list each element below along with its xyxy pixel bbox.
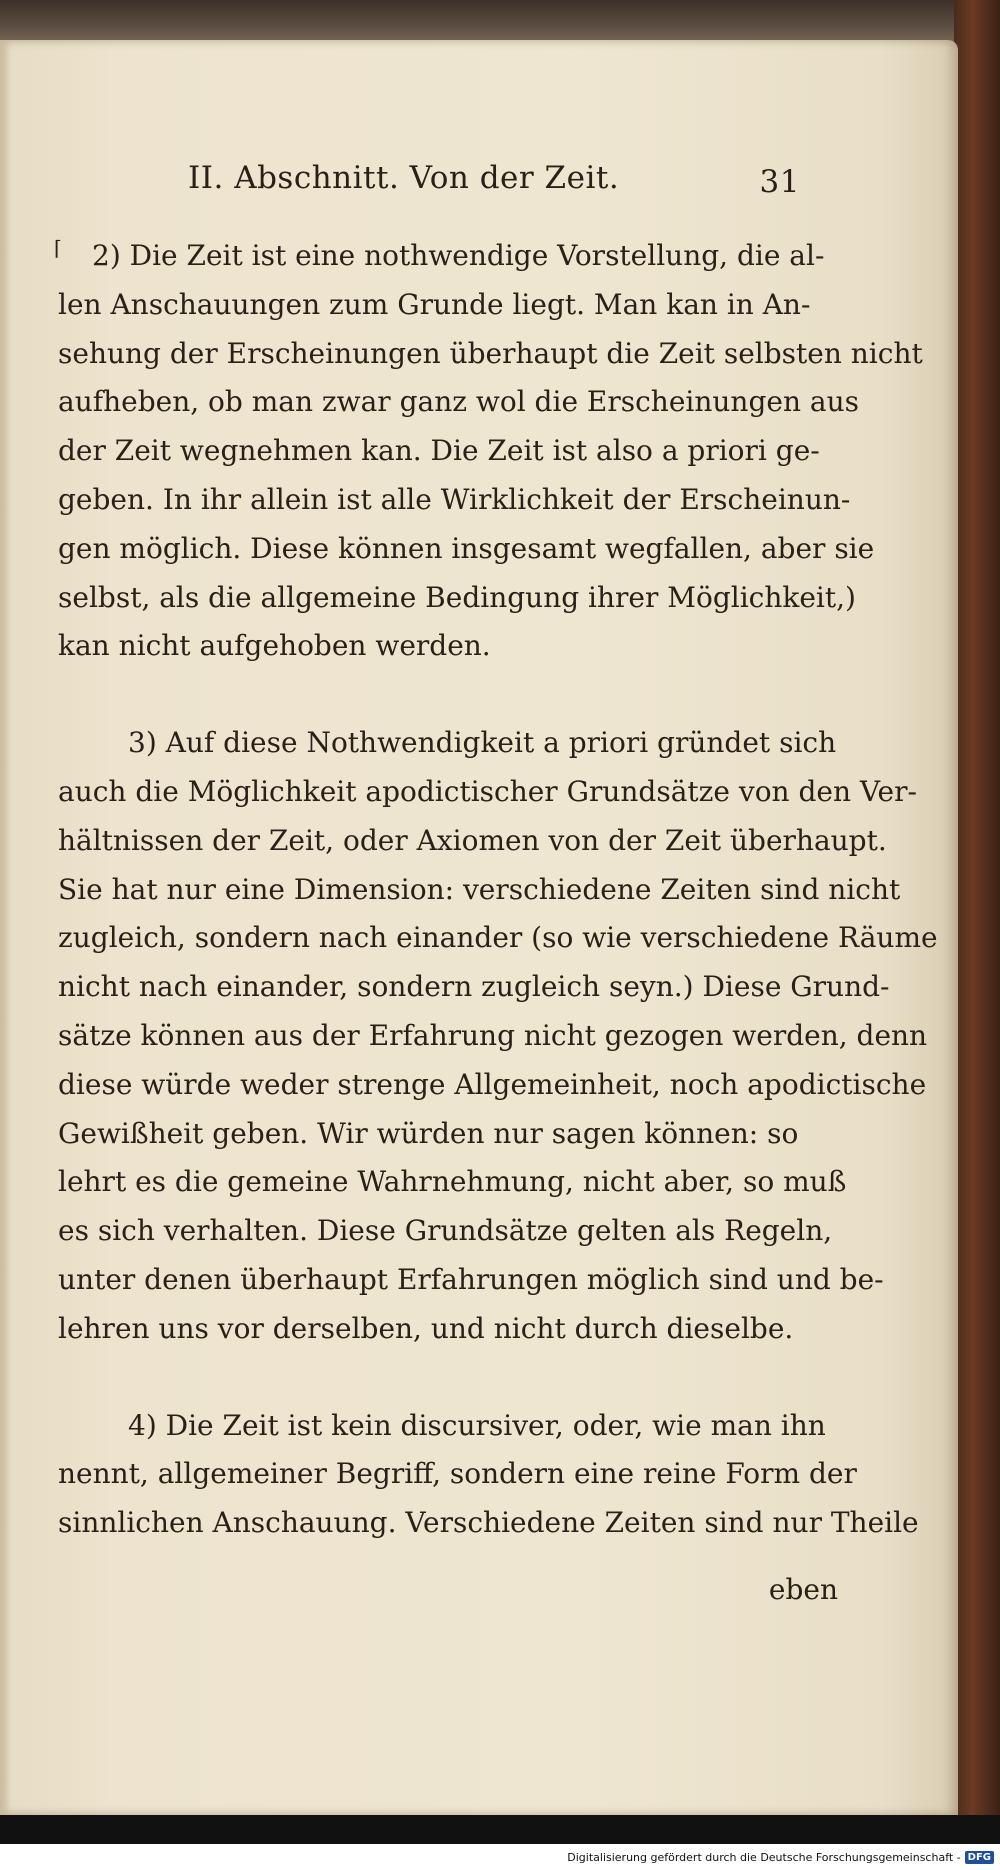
text-line: 4) Die Zeit ist kein discursiver, oder, wie man ihn [128, 1408, 826, 1442]
text-line: sinnlichen Anschauung. Verschiedene Zeiten sind nur Theile [58, 1506, 919, 1540]
running-title: II. Abschnitt. Von der Zeit. [188, 160, 620, 196]
body-text [58, 232, 938, 1548]
book-spine-edge [954, 0, 1000, 1870]
text-line: auch die Möglichkeit apodictischer Grundsätze von den Ver- [58, 774, 917, 808]
text-line: kan nicht aufgehoben werden. [58, 629, 491, 663]
page-header [188, 160, 800, 208]
paragraph-3 [58, 719, 938, 1353]
margin-mark: ⌈ [54, 236, 62, 260]
page-number: 31 [759, 164, 800, 200]
paragraph-gap [58, 1354, 798, 1402]
text-line: len Anschauungen zum Grunde liegt. Man kan in An- [58, 287, 811, 321]
text-line: diese würde weder strenge Allgemeinheit, noch apodictische [58, 1067, 927, 1101]
text-line: es sich verhalten. Diese Grundsätze gelten als Regeln, [58, 1214, 833, 1248]
footer-credit: Digitalisierung gefördert durch die Deutsche Forschungsgemeinschaft - [567, 1850, 961, 1864]
text-line: hältnissen der Zeit, oder Axiomen von der Zeit überhaupt. [58, 823, 887, 857]
text-line: aufheben, ob man zwar ganz wol die Erscheinungen aus [58, 385, 859, 419]
text-line: Gewißheit geben. Wir würden nur sagen können: so [58, 1116, 799, 1150]
text-line: gen möglich. Diese können insgesamt wegfallen, aber sie [58, 531, 875, 565]
text-line: nicht nach einander, sondern zugleich seyn.) Diese Grund- [58, 970, 890, 1004]
text-line: 3) Auf diese Nothwendigkeit a priori gründet sich [128, 726, 837, 760]
text-line: Sie hat nur eine Dimension: verschiedene Zeiten sind nicht [58, 872, 901, 906]
text-line: lehren uns vor derselben, und nicht durch dieselbe. [58, 1311, 794, 1345]
text-line: unter denen überhaupt Erfahrungen möglich sind und be- [58, 1262, 884, 1296]
text-line: der Zeit wegnehmen kan. Die Zeit ist also a priori ge- [58, 434, 820, 468]
page-gutter-shadow [0, 40, 10, 1815]
paragraph-4 [58, 1402, 919, 1548]
text-line: geben. In ihr allein ist alle Wirklichkeit der Erscheinun- [58, 482, 851, 516]
text-line: 2) Die Zeit ist eine nothwendige Vorstellung, die al- [92, 239, 825, 272]
text-line: sehung der Erscheinungen überhaupt die Zeit selbsten nicht [58, 336, 923, 370]
digitization-footer [0, 1844, 1000, 1870]
text-line: zugleich, sondern nach einander (so wie verschiedene Räume [58, 921, 938, 955]
dfg-logo: DFG [965, 1851, 994, 1864]
text-line: nennt, allgemeiner Begriff, sondern eine reine Form der [58, 1457, 857, 1491]
paragraph-2 [58, 232, 923, 671]
paragraph-gap [58, 671, 798, 719]
text-line: selbst, als die allgemeine Bedingung ihrer Möglichkeit,) [58, 580, 856, 614]
text-line: lehrt es die gemeine Wahrnehmung, nicht aber, so muß [58, 1165, 847, 1199]
catchword: eben [768, 1573, 838, 1606]
text-line: sätze können aus der Erfahrung nicht gezogen werden, denn [58, 1018, 928, 1052]
